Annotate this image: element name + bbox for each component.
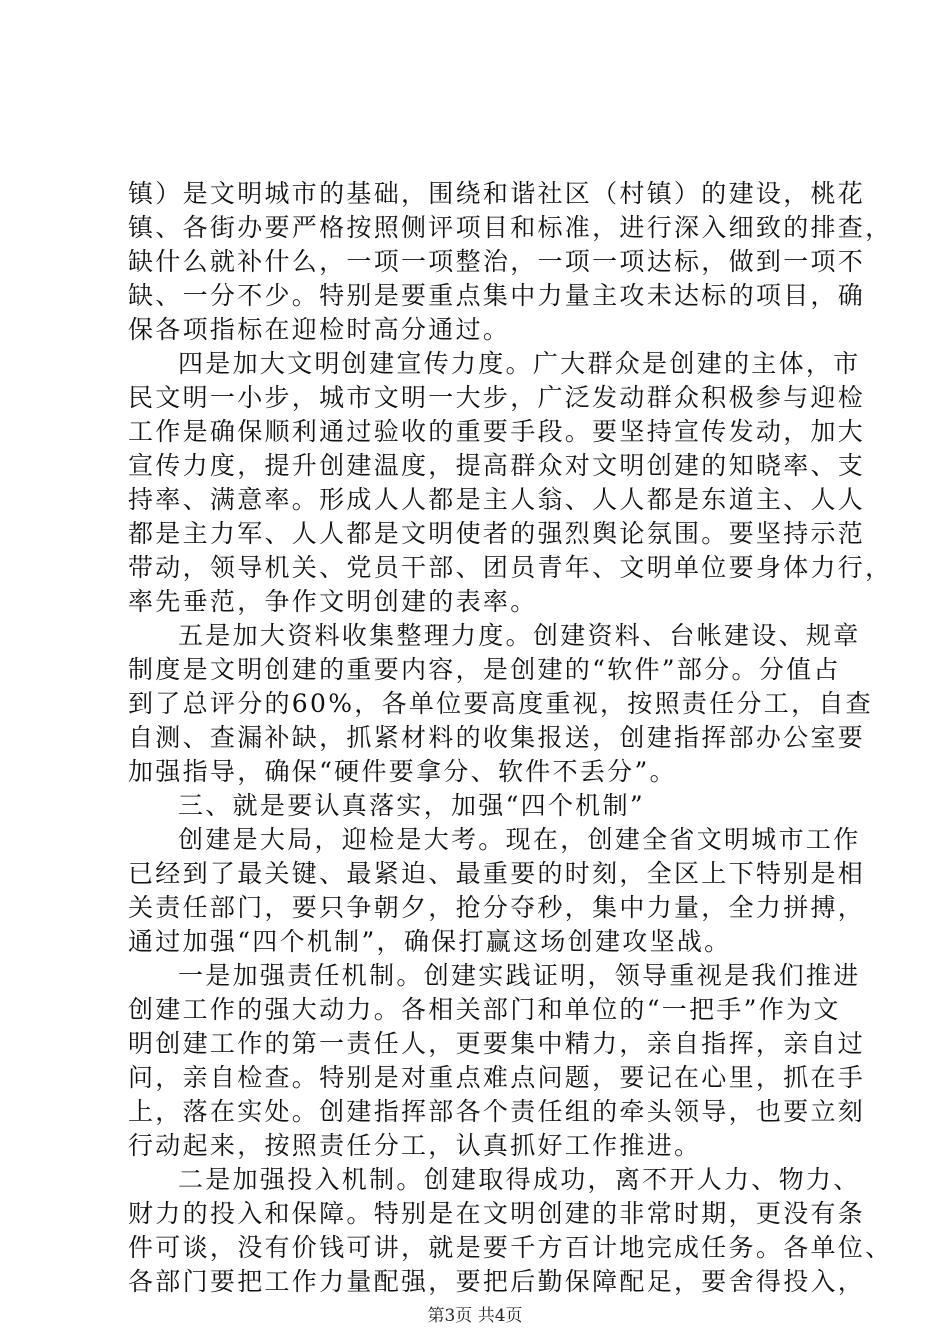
paragraph-line: 已经到了最关键、最紧迫、最重要的时刻，全区上下特别是相 [128, 859, 866, 888]
paragraph-line: 关责任部门，要只争朝夕，抢分夺秒，集中力量，全力拼搏， [128, 893, 866, 922]
paragraph-line: 率先垂范，争作文明创建的表率。 [128, 587, 538, 616]
paragraph-line: 问，亲自检查。特别是对重点难点问题，要记在心里，抓在手 [128, 1063, 866, 1092]
paragraph-line: 创建工作的强大动力。各相关部门和单位的“一把手”作为文 [128, 995, 841, 1024]
paragraph-line: 上，落在实处。创建指挥部各个责任组的牵头领导，也要立刻 [128, 1097, 866, 1126]
paragraph-line: 制度是文明创建的重要内容，是创建的“软件”部分。分值占 [128, 655, 841, 684]
paragraph-line: 财力的投入和保障。特别是在文明创建的非常时期，更没有条 [128, 1199, 866, 1228]
paragraph-line: 各部门要把工作力量配强，要把后勤保障配足，要舍得投入， [128, 1267, 866, 1296]
paragraph-line: 自测、查漏补缺，抓紧材料的收集报送，创建指挥部办公室要 [128, 723, 866, 752]
paragraph-line: 带动，领导机关、党员干部、团员青年、文明单位要身体力行， [128, 553, 893, 582]
paragraph-line: 缺、一分不少。特别是要重点集中力量主攻未达标的项目，确 [128, 281, 866, 310]
paragraph-line: 镇、各街办要严格按照侧评项目和标准，进行深入细致的排查， [128, 213, 893, 242]
paragraph-line: 持率、满意率。形成人人都是主人翁、人人都是东道主、人人 [128, 485, 866, 514]
paragraph-line: 工作是确保顺利通过验收的重要手段。要坚持宣传发动，加大 [128, 417, 866, 446]
paragraph-line: 行动起来，按照责任分工，认真抓好工作推进。 [128, 1131, 702, 1160]
paragraph-line: 通过加强“四个机制”，确保打赢这场创建攻坚战。 [128, 927, 732, 956]
page-number-footer: 第3页 共4页 [427, 1306, 523, 1326]
paragraph-line: 都是主力军、人人都是文明使者的强烈舆论氛围。要坚持示范 [128, 519, 866, 548]
paragraph-line: 宣传力度，提升创建温度，提高群众对文明创建的知晓率、支 [128, 451, 866, 480]
paragraph-line: 保各项指标在迎检时高分通过。 [128, 315, 511, 344]
paragraph-line: 件可谈，没有价钱可讲，就是要千方百计地完成任务。各单位、 [128, 1233, 893, 1262]
paragraph-line: 缺什么就补什么，一项一项整治，一项一项达标，做到一项不 [128, 247, 866, 276]
paragraph-line: 二是加强投入机制。创建取得成功，离不开人力、物力、 [178, 1165, 861, 1194]
paragraph-line: 加强指导，确保“硬件要拿分、软件不丢分”。 [128, 757, 677, 786]
paragraph-line: 四是加大文明创建宣传力度。广大群众是创建的主体，市 [178, 349, 861, 378]
paragraph-line: 镇）是文明城市的基础，围绕和谐社区（村镇）的建设，桃花 [128, 179, 866, 208]
paragraph-line: 创建是大局，迎检是大考。现在，创建全省文明城市工作 [178, 825, 861, 854]
paragraph-line: 明创建工作的第一责任人，更要集中精力，亲自指挥，亲自过 [128, 1029, 866, 1058]
paragraph-line: 五是加大资料收集整理力度。创建资料、台帐建设、规章 [178, 621, 861, 650]
paragraph-line: 一是加强责任机制。创建实践证明，领导重视是我们推进 [178, 961, 861, 990]
paragraph-line: 民文明一小步，城市文明一大步，广泛发动群众积极参与迎检 [128, 383, 866, 412]
section-heading: 三、就是要认真落实，加强“四个机制” [178, 791, 645, 820]
paragraph-line: 到了总评分的60%，各单位要高度重视，按照责任分工，自查 [128, 689, 873, 718]
